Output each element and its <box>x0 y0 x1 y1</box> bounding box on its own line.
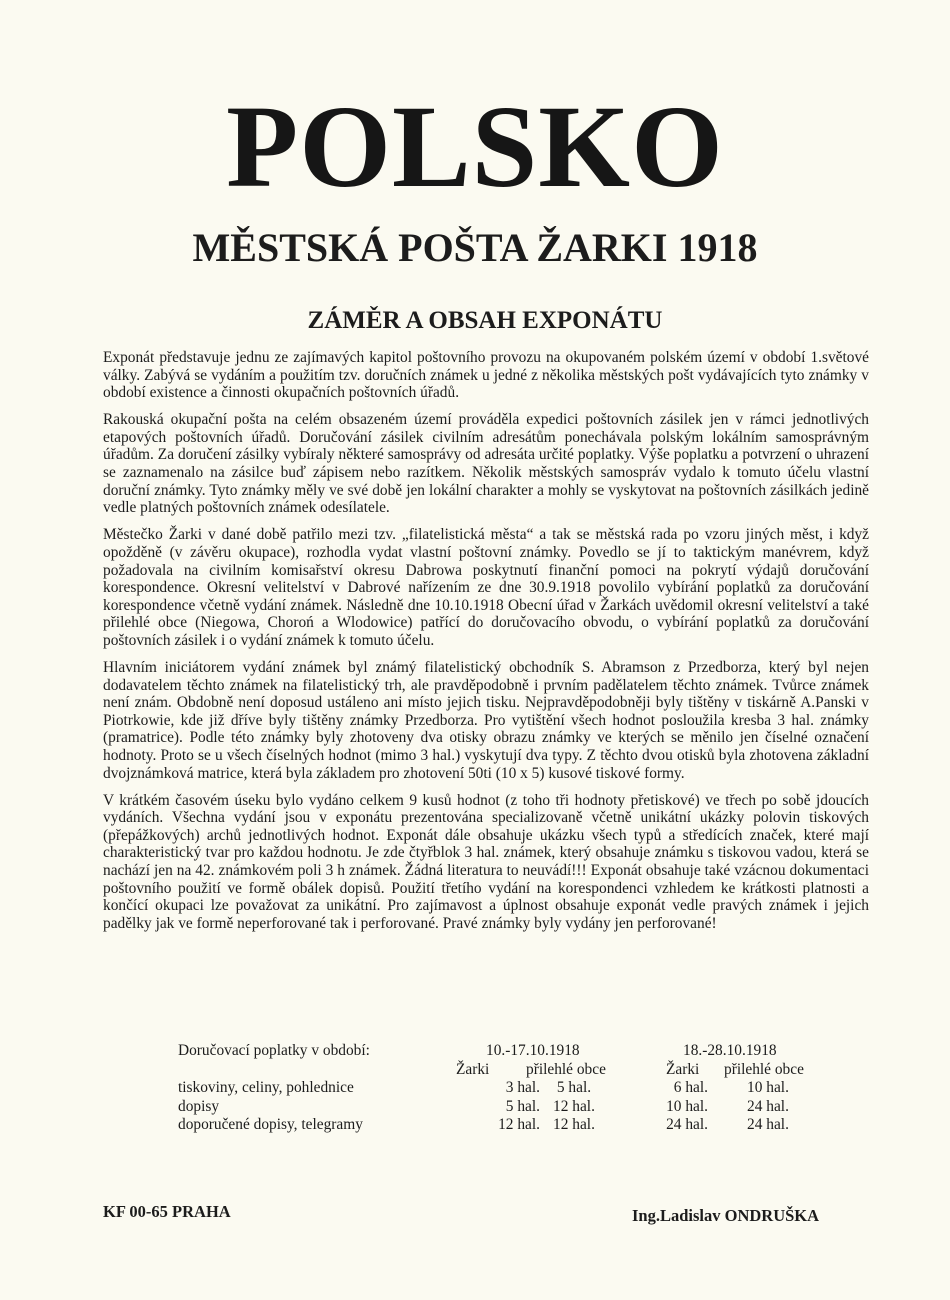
fees-label: Doručovací poplatky v období: <box>178 1042 370 1059</box>
fee-value: 12 hal. <box>553 1116 595 1133</box>
paragraph: V krátkém časovém úseku bylo vydáno celkem 9 kusů hodnot (z toho tři hodnoty přetiskové) ve třech po sobě jdoucích vydáních. Všechna vydání jsou v exponátu prezentována specializovaně včetně unikátní ukázky polovin tiskových (přepážkových) archů jednotlivých hodnot. Exponát dále obsahuje ukázku všech typů a středících značek, které mají charakteristický tvar pro každou hodnotu. Je zde čtyřblok 3 hal. známek, který obsahuje známku s tiskovou vadou, která se nachází jen na 42. známkovém poli 3 h známek. Žádná literatura to neuvádí!!! Exponát obsahuje také vzácnou dokumentaci poštovního použití ve formě obálek dopisů. Použití třetího vydání na korespondenci vzhledem ke krátkosti platnosti a končící okupaci lze považovat za unikátní. Pro zajímavost a úplnost obsahuje exponát vedle pravých známek i jejich padělky jak ve formě neperforované tak i perforované. Pravé známky byly vydány jen perforované! <box>103 791 869 932</box>
exhibitor-club: KF 00-65 PRAHA <box>103 1202 231 1221</box>
fee-value: 5 hal. <box>556 1079 592 1096</box>
fees-row <box>178 1079 838 1098</box>
column-heading-obce: přilehlé obce <box>526 1060 606 1078</box>
paragraph: Rakouská okupační pošta na celém obsazeném území prováděla expedici poštovních zásilek jen v rámci jednotlivých etapových poštovních úřadů. Doručování zásilek civilním adresátům ponechávala polským lokálním samosprávným úřadům. Za doručení zásilky vybíraly některé samosprávy od adresáta určité poplatky. Výše poplatku a potvrzení o uhrazení se zaznamenalo na zásilce buď zápisem nebo razítkem. Několik městských samospráv vydalo k tomuto účelu vlastní doruční známky. Tyto známky měly ve své době jen lokální charakter a mohly se vyskytovat na poštovních zásilkách jedině vedle platných poštovních známek odesílatele. <box>103 411 869 517</box>
fees-subheader-row <box>178 1061 838 1080</box>
fee-value: 10 hal. <box>666 1097 708 1115</box>
fee-value: 24 hal. <box>747 1097 789 1115</box>
fee-value: 10 hal. <box>747 1079 789 1096</box>
column-heading-zarki: Žarki <box>666 1060 700 1078</box>
fee-value: 12 hal. <box>498 1116 540 1133</box>
fee-item-name: tiskoviny, celiny, pohlednice <box>178 1079 354 1096</box>
body-text <box>103 349 869 942</box>
period-1-heading: 10.-17.10.1918 <box>486 1042 580 1059</box>
period-2-heading: 18.-28.10.1918 <box>683 1042 777 1059</box>
fee-value: 5 hal. <box>505 1097 540 1115</box>
paragraph: Městečko Žarki v dané době patřilo mezi tzv. „filatelistická města“ a tak se městská rada po vzoru jiných měst, i když opožděně (v závěru okupace), rozhodla vydat vlastní poštovní známky. Povedlo se jí to taktickým manévrem, když požadovala na civilním komisařství okresu Dabrowa poskytnutí finanční pomoci na pokrytí výdajů doručování korespondence. Okresní velitelství v Dabrové nařízením ze dne 30.9.1918 povolilo vybírání poplatků za doručování korespondence včetně vydání známek. Následně dne 10.10.1918 Obecní úřad v Žarkách uvědomil okresní velitelství a také přilehlé obce (Niegowa, Choroń a Wlodowice) patřící do doručovacího obvodu, o vybírání poplatků za doručování poštovních zásilek i o vydání známek k tomuto účelu. <box>103 526 869 649</box>
section-heading: ZÁMĚR A OBSAH EXPONÁTU <box>307 307 663 334</box>
fee-value: 6 hal. <box>673 1079 708 1096</box>
fees-table <box>178 1042 838 1135</box>
fee-value: 3 hal. <box>505 1079 540 1096</box>
fee-item-name: dopisy <box>178 1097 220 1115</box>
fee-value: 24 hal. <box>666 1116 708 1133</box>
column-heading-obce: přilehlé obce <box>724 1060 804 1078</box>
fees-row <box>178 1116 838 1135</box>
fee-value: 24 hal. <box>747 1116 789 1133</box>
paragraph: Hlavním iniciátorem vydání známek byl známý filatelistický obchodník S. Abramson z Przedborza, který byl nejen dodavatelem těchto známek na filatelistický trh, ale pravděpodobně i prvním padělatelem těchto známek. Tvůrce známek není znám. Obdobně není doposud ustáleno ani místo jejich tisku. Nejpravděpodobněji byly tištěny v tiskárně A.Panski v Piotrkowie, kde již dříve byly tištěny známky Przedborza. Pro vytištění všech hodnot posloužila kresba 3 hal. známky (pramatrice). Podle této známky byly zhotoveny dva otisky obrazu známky ve kterých se měnilo jen číselné označení hodnoty. Proto se u všech číselných hodnot (mimo 3 hal.) vyskytují dva typy. Z těchto dvou otisků byla zhotovena základní dvojznámková matrice, která byla základem pro zhotovení 50ti (10 x 5) kusové tiskové formy. <box>103 659 869 782</box>
exhibitor-name: Ing.Ladislav ONDRUŠKA <box>632 1206 820 1225</box>
fee-item-name: doporučené dopisy, telegramy <box>178 1116 363 1133</box>
page-subtitle: MĚSTSKÁ POŠTA ŽARKI 1918 <box>192 225 758 270</box>
paragraph: Exponát představuje jednu ze zajímavých kapitol poštovního provozu na okupovaném polském území v období 1.světové války. Zabývá se vydáním a použitím tzv. doručních známek u jedné z několika městských pošt vydávajících tyto známky v období existence a činnosti okupačních poštovních úřadů. <box>103 349 869 402</box>
fees-header-row <box>178 1042 838 1061</box>
column-heading-zarki: Žarki <box>456 1060 490 1078</box>
fees-row <box>178 1098 838 1117</box>
page-title: POLSKO <box>226 81 724 212</box>
fee-value: 12 hal. <box>553 1097 595 1115</box>
